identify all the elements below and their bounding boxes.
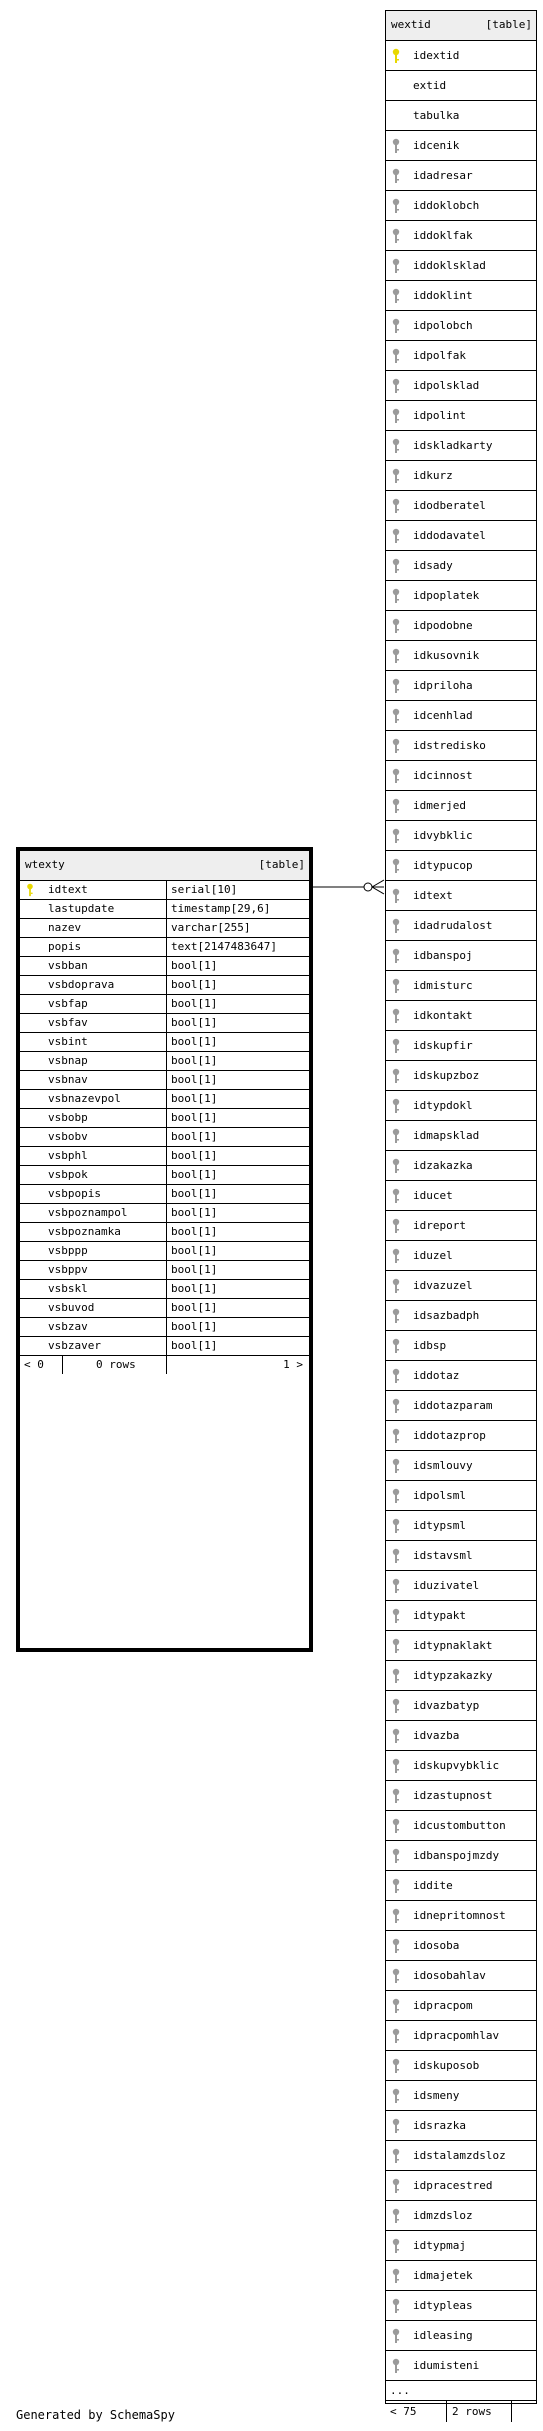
column-name: vsbppp [48,1244,88,1257]
parents-count: < 0 [24,1358,44,1371]
column-name: idsmlouvy [413,1459,473,1472]
column-name: idskladkarty [413,439,493,452]
column-name: idkontakt [413,1009,473,1022]
column-type: bool[1] [171,1263,218,1276]
column-name: idpolobch [413,319,473,332]
column-name: idextid [413,49,460,62]
column-name: idvazuzel [413,1279,473,1292]
column-name: extid [413,79,447,92]
column-name: idskupzboz [413,1069,480,1082]
column-name: idbanspojmzdy [413,1849,500,1862]
column-type: bool[1] [171,1282,218,1295]
column-type: bool[1] [171,1225,218,1238]
column-name: vsbskl [48,1282,88,1295]
column-type: bool[1] [171,1320,218,1333]
column-name: idskupvybklic [413,1759,500,1772]
column-name: vsbpoznampol [48,1206,128,1219]
column-type: bool[1] [171,1206,218,1219]
parents-count: < 75 [390,2405,417,2418]
column-name: idpracpom [413,1999,473,2012]
column-name: idadresar [413,169,473,182]
column-name: idvybklic [413,829,473,842]
column-type: bool[1] [171,997,218,1010]
column-name: idmapsklad [413,1129,480,1142]
column-type: bool[1] [171,1073,218,1086]
column-name: vsbnap [48,1054,88,1067]
column-name: idsmeny [413,2089,460,2102]
column-name: idbanspoj [413,949,473,962]
column-name: idpolsklad [413,379,480,392]
column-name: idskupfir [413,1039,473,1052]
column-name: idpolint [413,409,466,422]
column-name: iddotaz [413,1369,460,1382]
column-name: vsbzav [48,1320,88,1333]
column-name: iddoklobch [413,199,480,212]
column-type: text[2147483647] [171,940,277,953]
column-name: iducet [413,1189,453,1202]
column-name: idnepritomnost [413,1909,506,1922]
column-name: vsbzaver [48,1339,101,1352]
column-name: idpracestred [413,2179,493,2192]
column-type: bool[1] [171,978,218,991]
column-name: idbsp [413,1339,447,1352]
column-name: vsbint [48,1035,88,1048]
column-name: vsbpoznamka [48,1225,121,1238]
column-name: idvazbatyp [413,1699,480,1712]
column-name: idtext [413,889,453,902]
column-name: idadrudalost [413,919,493,932]
column-name: idpriloha [413,679,473,692]
column-name: idtypleas [413,2299,473,2312]
column-name: idtypmaj [413,2239,466,2252]
column-type: bool[1] [171,1130,218,1143]
column-name: idskuposob [413,2059,480,2072]
column-name: idosoba [413,1939,460,1952]
column-type: bool[1] [171,1168,218,1181]
column-type: bool[1] [171,1339,218,1352]
table-kind: [table] [258,858,305,871]
column-name: iduzivatel [413,1579,480,1592]
children-count: 1 > [283,1358,303,1371]
column-name: vsbdoprava [48,978,115,991]
column-name: vsbban [48,959,88,972]
column-name: idpoplatek [413,589,480,602]
column-type: bool[1] [171,959,218,972]
column-name: iddodavatel [413,529,486,542]
column-name: idsrazka [413,2119,466,2132]
column-name: iddite [413,1879,453,1892]
column-name: idtext [48,883,88,896]
column-name: idpracpomhlav [413,2029,500,2042]
column-name: lastupdate [48,902,115,915]
column-name: iddotazprop [413,1429,486,1442]
column-name: idzastupnost [413,1789,493,1802]
column-name: idumisteni [413,2359,480,2372]
table-name: wextid [391,18,431,31]
column-name: vsbobv [48,1130,88,1143]
column-name: idreport [413,1219,466,1232]
column-name: idpolsml [413,1489,466,1502]
column-name: vsbnav [48,1073,88,1086]
column-name: idmisturc [413,979,473,992]
column-name: vsbnazevpol [48,1092,121,1105]
column-name: idtypsml [413,1519,466,1532]
column-name: idpodobne [413,619,473,632]
table-kind: [table] [485,18,532,31]
column-type: bool[1] [171,1301,218,1314]
column-name: vsbppv [48,1263,88,1276]
column-name: nazev [48,921,82,934]
column-name: idcustombutton [413,1819,506,1832]
column-name: iddotazparam [413,1399,493,1412]
more-columns-indicator: ... [390,2384,410,2397]
column-type: bool[1] [171,1054,218,1067]
column-name: vsbuvod [48,1301,95,1314]
column-name: idleasing [413,2329,473,2342]
column-name: idmzdsloz [413,2209,473,2222]
column-name: idtypakt [413,1609,466,1622]
column-name: iddoklfak [413,229,473,242]
column-name: idmajetek [413,2269,473,2282]
column-type: bool[1] [171,1111,218,1124]
table-name: wtexty [25,858,65,871]
column-name: idkurz [413,469,453,482]
column-type: bool[1] [171,1149,218,1162]
column-type: bool[1] [171,1035,218,1048]
column-name: idkusovnik [413,649,480,662]
column-name: idstredisko [413,739,486,752]
column-type: bool[1] [171,1244,218,1257]
column-name: idtypdokl [413,1099,473,1112]
column-name: iduzel [413,1249,453,1262]
column-name: tabulka [413,109,460,122]
column-name: idodberatel [413,499,486,512]
column-name: idosobahlav [413,1969,486,1982]
column-name: vsbpopis [48,1187,101,1200]
column-type: varchar[255] [171,921,251,934]
column-name: vsbobp [48,1111,88,1124]
rows-count: 2 rows [452,2405,492,2418]
column-name: idzakazka [413,1159,473,1172]
column-name: idcenik [413,139,460,152]
column-type: timestamp[29,6] [171,902,271,915]
column-name: idtypzakazky [413,1669,493,1682]
column-name: iddoklint [413,289,473,302]
column-name: idmerjed [413,799,466,812]
column-name: idpolfak [413,349,466,362]
column-name: vsbpok [48,1168,88,1181]
column-name: popis [48,940,82,953]
column-name: idvazba [413,1729,460,1742]
column-name: idstavsml [413,1549,473,1562]
column-name: idsady [413,559,453,572]
column-name: vsbfav [48,1016,88,1029]
column-name: idsazbadph [413,1309,480,1322]
column-name: idtypucop [413,859,473,872]
column-name: iddoklsklad [413,259,486,272]
column-name: vsbphl [48,1149,88,1162]
generated-by-label: Generated by SchemaSpy [16,2408,175,2422]
column-type: bool[1] [171,1092,218,1105]
column-type: serial[10] [171,883,238,896]
column-name: idcinnost [413,769,473,782]
column-name: idcenhlad [413,709,473,722]
rows-count: 0 rows [96,1358,136,1371]
column-name: vsbfap [48,997,88,1010]
column-type: bool[1] [171,1016,218,1029]
column-type: bool[1] [171,1187,218,1200]
column-name: idstalamzdsloz [413,2149,506,2162]
column-name: idtypnaklakt [413,1639,493,1652]
